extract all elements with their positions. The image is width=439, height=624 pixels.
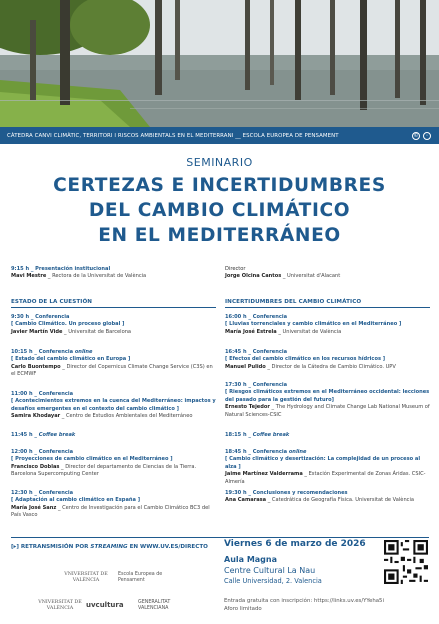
program-item <box>225 314 430 336</box>
band-icons <box>412 132 431 140</box>
program-item <box>225 449 430 486</box>
flooded-forest-image <box>0 0 439 127</box>
item-time: 18:45 h _ Conferencia online <box>225 449 307 455</box>
item-title: [ Lluvias torrenciales y cambio climático en el Mediterráneo ] <box>225 321 402 328</box>
item-title: [ Cambio climático y desertización: La complejidad de un proceso al alza ] <box>225 456 421 470</box>
registration-info <box>224 597 429 613</box>
opening-time: 9:15 h _ Presentación institucional <box>11 266 111 272</box>
item-person: Javier Martín Vide _ Universitat de Barcelona <box>11 328 132 335</box>
person-role: _ Rectora de la Universitat de València <box>46 273 147 280</box>
top-band <box>0 127 439 144</box>
item-time: 16:00 h _ Conferencia <box>225 314 288 320</box>
generalitat-logo: GENERALITAT VALENCIANA <box>138 600 171 611</box>
item-person: Ana Camarasa _ Catedrática de Geografía Física. Universitat de València <box>225 497 415 504</box>
item-person: Ernesto Tejedor _ The Hydrology and Climate Change Lab National Museum of Natural Sciences-CSIC <box>225 404 430 418</box>
program-item-break <box>11 432 216 439</box>
item-person: Jaime Martínez Valderrama _ Estación Experimental de Zonas Áridas. CSIC-Almería <box>225 471 426 485</box>
uvcultura-logo: uvcultura <box>86 601 124 609</box>
program-item <box>11 490 216 520</box>
streaming-link[interactable]: [▸] RETRANSMISIÓN POR STREAMING EN WWW.UV.ES/DIRECTO <box>11 544 208 550</box>
item-time: 16:45 h _ Conferencia <box>225 349 288 355</box>
program-item-break <box>225 432 430 439</box>
venue-address: Calle Universidad, 2. Valencia <box>224 577 322 585</box>
cc-icon: © <box>413 132 419 139</box>
page-title-line-3: EN EL MEDITERRÁNEO <box>98 225 341 246</box>
program-item <box>225 382 430 419</box>
page-title-line-1: CERTEZAS E INCERTIDUMBRES <box>53 175 386 196</box>
section-heading-left: ESTADO DE LA CUESTIÓN <box>11 299 216 308</box>
opening-left <box>11 266 216 281</box>
header-photo <box>0 0 439 127</box>
item-title: [ Proyecciones de cambio climático en el Mediterráneo ] <box>11 456 173 463</box>
band-text: CÀTEDRA CANVI CLIMÀTIC, TERRITORI I RISCOS AMBIENTALS EN EL MEDITERRANI __ ESCOLA EUROPEA DE PENSAMENT <box>7 132 339 139</box>
person-name: Mavi Mestre <box>11 273 47 280</box>
opening-right <box>225 266 430 281</box>
item-time: 12:30 h _ Conferencia <box>11 490 74 496</box>
item-time: 10:15 h _ Conferencia online <box>11 349 93 355</box>
item-time: 9:30 h _ Conferencia <box>11 314 70 320</box>
program-item <box>11 349 216 379</box>
uv-logo: VNIVERSITAT DE VALÈNCIA <box>64 572 108 583</box>
item-person: Francisco Doblas _ Director del departamento de Ciencias de la Tierra. Barcelona Supercomputing Center <box>11 463 197 478</box>
footer-divider <box>11 537 429 538</box>
director-person: Jorge Olcina Cantos _ Universitat d'Alacant <box>225 273 341 280</box>
item-time: 18:15 h _ Coffee break <box>225 432 290 438</box>
item-time: 11:45 h _ Coffee break <box>11 432 76 438</box>
seminar-label: SEMINARIO <box>186 156 253 169</box>
venue-name: Aula Magna <box>224 555 277 564</box>
uv-logo-small: VNIVERSITAT DE VALÈNCIA <box>38 600 82 611</box>
escola-europea-logo: Escola Europea de Pensament <box>118 572 163 583</box>
item-title: [ Cambio Climático. Un proceso global ] <box>11 321 125 328</box>
item-title: [ Efectos del cambio climático en los recursos hídricos ] <box>225 356 386 363</box>
program-item <box>11 449 216 479</box>
item-time: 19:30 h _ Conclusiones y recomendaciones <box>225 490 348 496</box>
registration-link[interactable]: Entrada gratuita con inscripción: https://links.uv.es/YYeha5i <box>224 598 384 604</box>
page-title-line-2: DEL CAMBIO CLIMÁTICO <box>88 200 351 221</box>
item-person: María José Estrela _ Universitat de València <box>225 328 342 335</box>
item-person: Samira Khodayar _ Centro de Estudios Ambientales del Mediterráneo <box>11 413 193 420</box>
capacity-note: Aforo limitado <box>224 606 262 612</box>
item-time: 12:00 h _ Conferencia <box>11 449 74 455</box>
section-heading-right: INCERTIDUMBRES DEL CAMBIO CLIMÁTICO <box>225 299 430 308</box>
item-time: 17:30 h _ Conferencia <box>225 382 288 388</box>
item-title: [ Acontecimientos extremos en la cuenca del Mediterráneo: impactos y desafíos emergentes en el contexto del cambio climático ] <box>11 398 216 412</box>
item-person: María José Sanz _ Centro de Investigación para el Cambio Climático BC3 del País Vasco <box>11 504 210 519</box>
venue-building: Centre Cultural La Nau <box>224 566 316 575</box>
item-person: Carlo Buontempo _ Director del Copernicus Climate Change Service (C3S) en el ECMWF <box>11 363 213 378</box>
item-time: 11:00 h _ Conferencia <box>11 391 74 397</box>
program-item <box>11 314 216 336</box>
program-item <box>11 391 216 421</box>
program-item <box>225 349 430 371</box>
item-title: [ Estado del cambio climático en Europa ] <box>11 356 131 363</box>
item-person: Manuel Pulido _ Director de la Cátedra de Cambio Climático. UPV <box>225 363 396 370</box>
program-item <box>225 490 430 505</box>
item-title: [ Riesgos climáticos extremos en el Mediterráneo occidental: lecciones del pasado para la gestión del futuro] <box>225 389 430 403</box>
director-label: Director <box>225 266 246 272</box>
qr-code[interactable] <box>384 540 428 584</box>
event-date: Viernes 6 de marzo de 2026 <box>224 539 366 549</box>
sound-icon: ◦ <box>423 132 431 140</box>
opening-person <box>11 273 216 280</box>
item-title: [ Adaptación al cambio climático en España ] <box>11 497 141 504</box>
